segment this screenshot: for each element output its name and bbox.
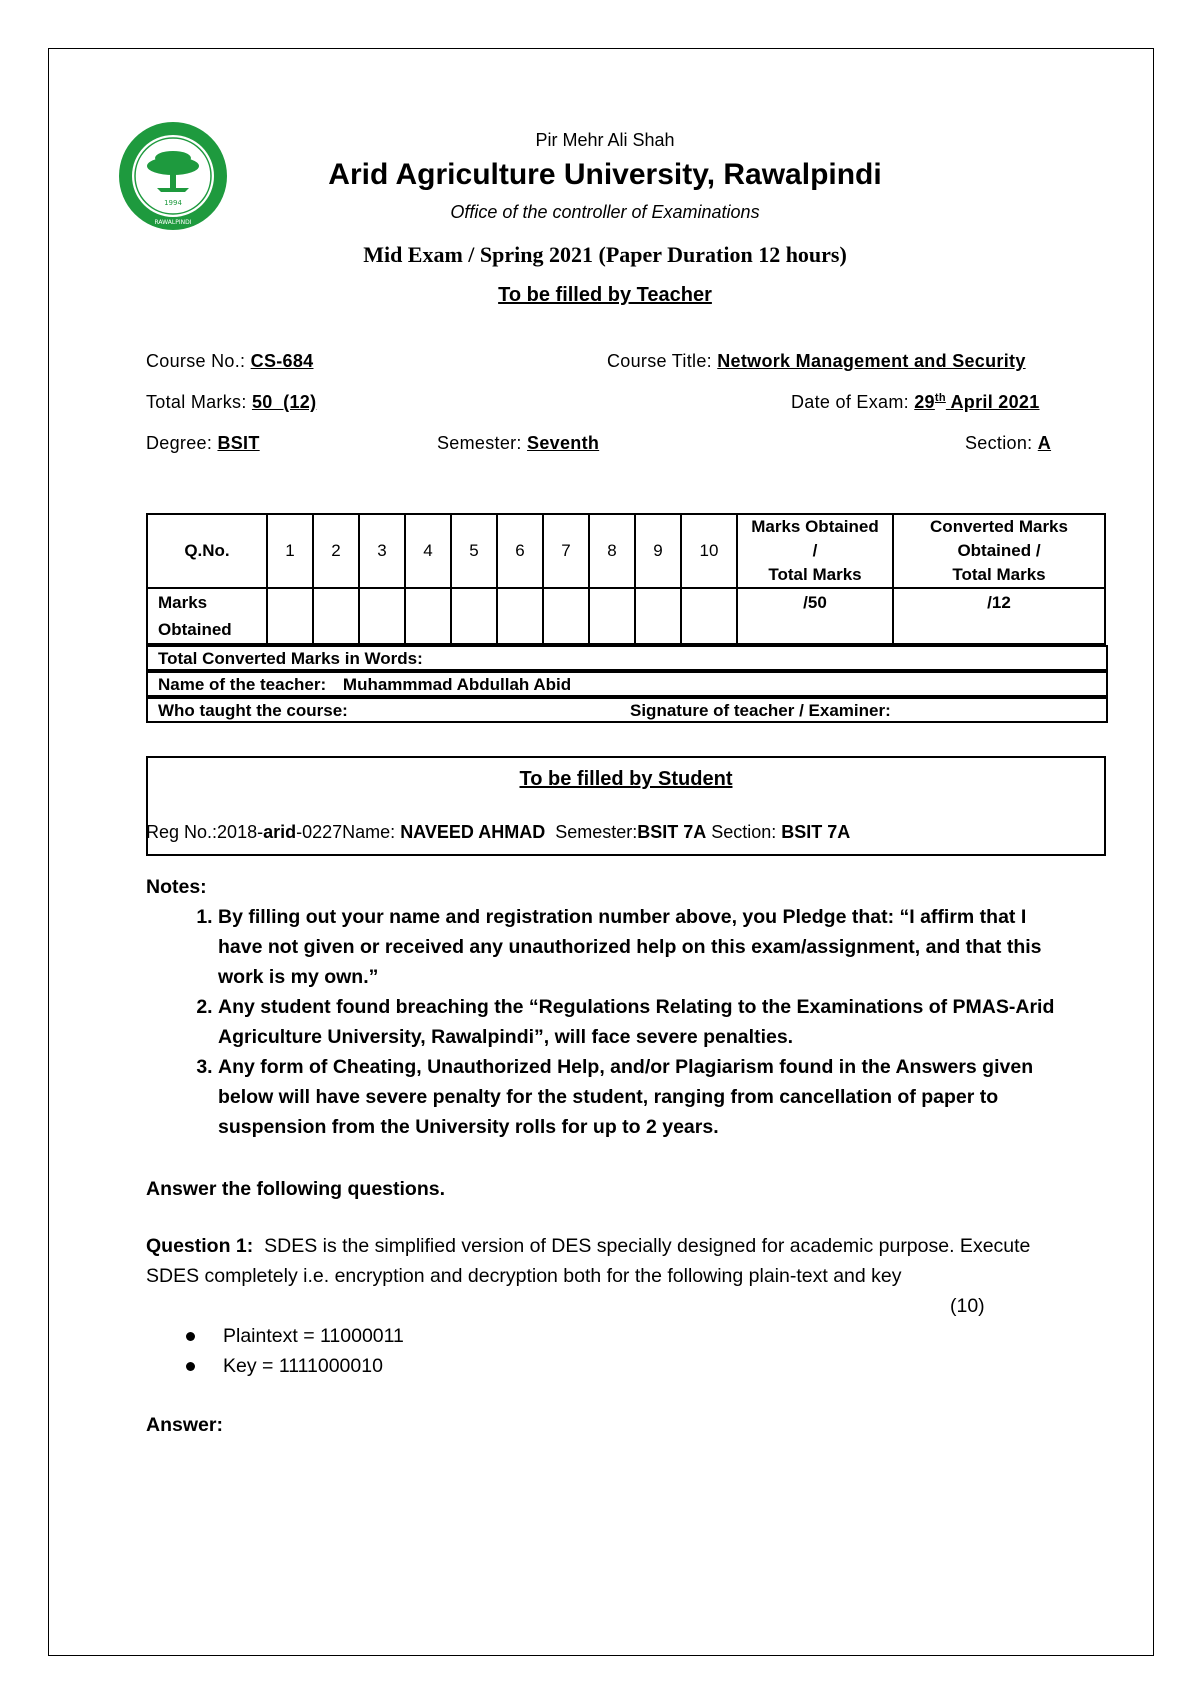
- course-no-label: Course No.:: [146, 351, 251, 371]
- note-item: 1. By filling out your name and registration number above, you Pledge that: “I affirm that I have not given or received any unauthorized help on this exam/assignment, and that this work is my own.”: [218, 902, 1066, 992]
- question-1: [146, 1231, 1076, 1291]
- row-label-line: Marks: [158, 593, 208, 612]
- exam-date-sup: th: [934, 392, 946, 404]
- logo-year: 1994: [164, 199, 182, 207]
- signature-label: Signature of teacher / Examiner:: [630, 701, 891, 720]
- mark-cell[interactable]: [313, 588, 359, 644]
- marks-row-label: [147, 588, 267, 644]
- bullet-icon: [186, 1362, 195, 1371]
- question-1-bullets: [186, 1321, 404, 1381]
- question-number: 7: [543, 514, 589, 588]
- student-name-label: Name:: [342, 822, 401, 842]
- question-number: 4: [405, 514, 451, 588]
- student-section-label: Section:: [706, 822, 782, 842]
- question-1-text: SDES is the simplified version of DES specially designed for academic purpose. Execute SDES completely i.e. encryption and decryption both for the following plain-text and key: [146, 1235, 1036, 1287]
- question-number: 9: [635, 514, 681, 588]
- note-item: 3. Any form of Cheating, Unauthorized Help, and/or Plagiarism found in the Answers given below will have severe penalty for the student, ranging from cancellation of paper to suspension from the University rolls for up to 2 years.: [218, 1052, 1066, 1142]
- mark-cell[interactable]: [635, 588, 681, 644]
- section-label: Section:: [965, 433, 1038, 453]
- student-info-line: [146, 822, 850, 843]
- semester-label: Semester:: [437, 433, 528, 453]
- course-title-value: Network Management and Security: [717, 351, 1026, 371]
- who-taught-label: Who taught the course:: [158, 701, 348, 720]
- logo-city: RAWALPINDI: [154, 219, 192, 226]
- marks-row: [147, 588, 1105, 644]
- question-1-marks: (10): [950, 1295, 985, 1317]
- semester-value: Seventh: [527, 433, 600, 453]
- bullet-text: Key = 1111000010: [223, 1355, 383, 1377]
- row-label-line: Obtained: [158, 620, 232, 639]
- instruction-text: Answer the following questions.: [146, 1178, 446, 1200]
- header-line: Total Marks: [952, 565, 1046, 584]
- office-name: Office of the controller of Examinations: [450, 202, 760, 222]
- university-prefix: Pir Mehr Ali Shah: [535, 130, 675, 150]
- total-marks-cell: /50: [737, 588, 893, 644]
- who-taught-row: [146, 697, 1108, 723]
- converted-words-row: Total Converted Marks in Words:: [146, 645, 1108, 671]
- bullet-item: [186, 1351, 404, 1381]
- header-line: Total Marks: [768, 565, 862, 584]
- degree-label: Degree:: [146, 433, 218, 453]
- total-marks-label: Total Marks:: [146, 392, 252, 412]
- qno-header: Q.No.: [147, 514, 267, 588]
- question-number: 6: [497, 514, 543, 588]
- question-number: 8: [589, 514, 635, 588]
- mark-cell[interactable]: [451, 588, 497, 644]
- course-title-label: Course Title:: [607, 351, 718, 371]
- student-semester-label: Semester:: [545, 822, 638, 842]
- question-1-label: Question 1:: [146, 1235, 254, 1257]
- section-value: A: [1037, 433, 1052, 453]
- student-section-value: BSIT 7A: [781, 822, 851, 842]
- course-title-field: [607, 351, 1026, 372]
- question-number: 3: [359, 514, 405, 588]
- course-no-value: CS-684: [250, 351, 314, 371]
- reg-no-mid: arid: [263, 822, 297, 842]
- bullet-icon: [186, 1332, 195, 1341]
- question-number: 2: [313, 514, 359, 588]
- mark-cell[interactable]: [359, 588, 405, 644]
- reg-no-suffix: -0227: [296, 822, 343, 842]
- student-box: [146, 756, 1106, 856]
- mark-cell[interactable]: [543, 588, 589, 644]
- question-number: 5: [451, 514, 497, 588]
- mark-cell[interactable]: [267, 588, 313, 644]
- header-line: /: [812, 541, 818, 560]
- course-no-field: [146, 351, 313, 372]
- reg-no-prefix: 2018-: [217, 822, 264, 842]
- answer-label: Answer:: [146, 1414, 223, 1436]
- notes-title: Notes:: [146, 876, 207, 898]
- notes-list: [146, 902, 1066, 1142]
- mark-cell[interactable]: [497, 588, 543, 644]
- student-semester-value: BSIT 7A: [637, 822, 707, 842]
- notes-section: [146, 872, 1066, 1142]
- bullet-item: [186, 1321, 404, 1351]
- degree-field: [146, 433, 260, 454]
- question-number: 10: [681, 514, 737, 588]
- teacher-name-label: Name of the teacher:: [158, 675, 327, 694]
- exam-date-field: [791, 392, 1040, 413]
- reg-no-label: Reg No.:: [146, 822, 218, 842]
- degree-value: BSIT: [217, 433, 260, 453]
- total-marks-value: 50 (12): [251, 392, 317, 412]
- mark-cell[interactable]: [405, 588, 451, 644]
- university-logo: [117, 120, 229, 232]
- teacher-section-title: To be filled by Teacher: [498, 284, 712, 306]
- student-name-value: NAVEED AHMAD: [400, 822, 546, 842]
- bullet-text: Plaintext = 11000011: [223, 1325, 404, 1347]
- exam-date-rest: April 2021: [945, 392, 1040, 412]
- table-header-row: [147, 514, 1105, 588]
- mark-cell[interactable]: [589, 588, 635, 644]
- header-line: Marks Obtained: [751, 517, 879, 536]
- student-section-title: To be filled by Student: [519, 768, 733, 790]
- header-line: Obtained /: [957, 541, 1041, 560]
- semester-field: [437, 433, 599, 454]
- converted-marks-header: [893, 514, 1105, 588]
- section-field: [965, 433, 1051, 454]
- question-number: 1: [267, 514, 313, 588]
- marks-obtained-header: [737, 514, 893, 588]
- header-line: Converted Marks: [930, 517, 1068, 536]
- university-name: Arid Agriculture University, Rawalpindi: [328, 158, 882, 191]
- mark-cell[interactable]: [681, 588, 737, 644]
- note-item: 2. Any student found breaching the “Regulations Relating to the Examinations of PMAS-Arid Agriculture University, Rawalpindi”, will face severe penalties.: [218, 992, 1066, 1052]
- teacher-name-value: Muhammmad Abdullah Abid: [342, 675, 572, 694]
- exam-date-day: 29: [914, 392, 935, 412]
- total-marks-field: [146, 392, 316, 413]
- exam-title: Mid Exam / Spring 2021 (Paper Duration 12 hours): [363, 242, 847, 267]
- teacher-name-row: [146, 671, 1108, 697]
- converted-marks-cell: /12: [893, 588, 1105, 644]
- exam-date-label: Date of Exam:: [791, 392, 915, 412]
- marks-table: [146, 513, 1106, 645]
